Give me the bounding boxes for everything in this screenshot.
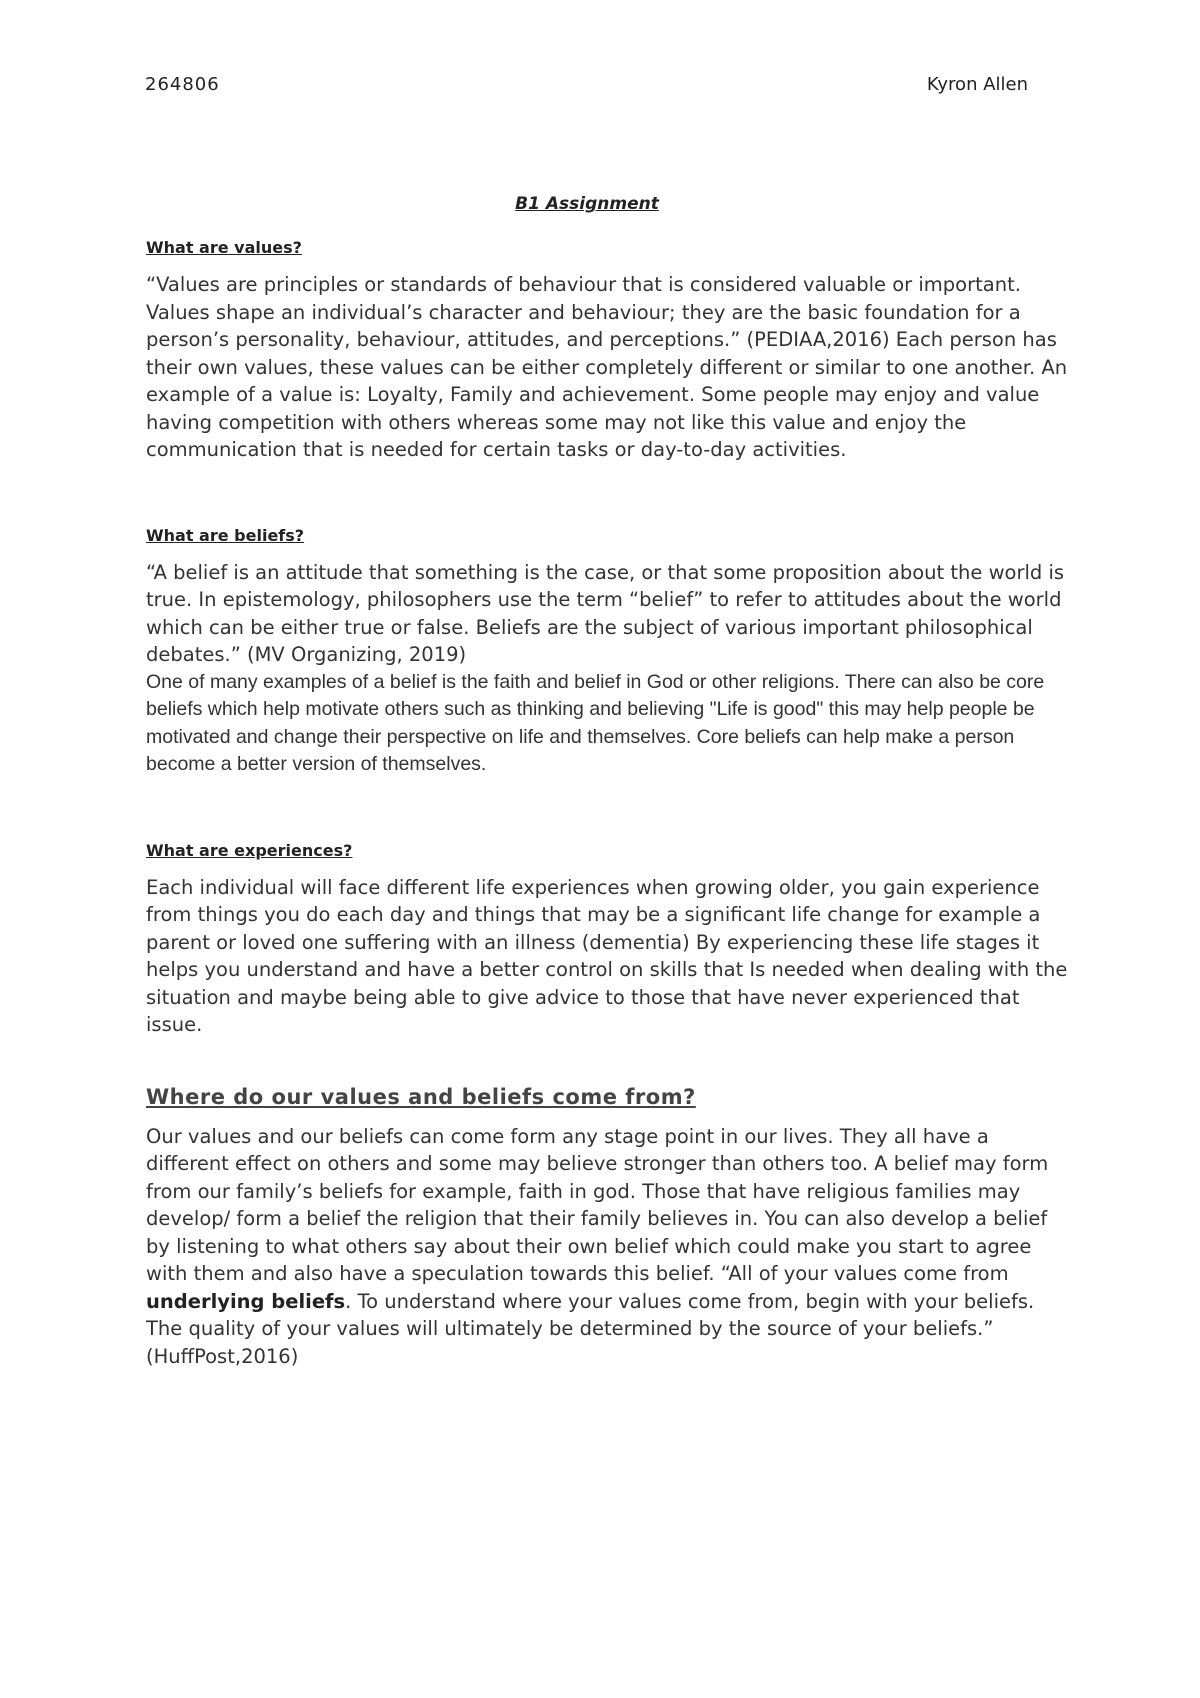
document-body [146, 238, 1076, 1370]
document-title: B1 Assignment [515, 194, 659, 214]
student-id: 264806 [145, 74, 220, 95]
section-values [146, 238, 1076, 464]
section-paragraph: “Values are principles or standards of behaviour that is considered valuable or important. Values shape an individual’s character and behaviour; they are the basic foundation for a person’s personality, behaviour, attitudes, and perceptions.” (PEDIAA,2016) Each person has their own values, these values can be either completely different or similar to one another. An example of a value is: Loyalty, Family and achievement. Some people may enjoy and value having competition with others whereas some may not like this value and enjoy the communication that is needed for certain tasks or day-to-day activities. [146, 273, 1068, 461]
section-origins [146, 1085, 1076, 1371]
section-heading: What are experiences? [146, 840, 353, 860]
section-heading: What are beliefs? [146, 525, 305, 545]
section-beliefs [146, 526, 1076, 779]
section-paragraph [146, 1123, 1076, 1371]
paragraph-text-part1: Our values and our beliefs can come form any stage point in our lives. They all have a different effect on others and some may believe stronger than others too. A belief may form from our family’s beliefs for example, faith in god. Those that have religious families may develop/ form a belief the religion that their family believes in. You can also develop a belief by listening to what others say about their own belief which could make you start to agree with them and also have a speculation towards this belief. “All of your values come from [146, 1124, 1049, 1285]
section-experiences [146, 841, 1076, 1039]
section-paragraph: “A belief is an attitude that something is the case, or that some proposition about the world is true. In epistemology, philosophers use the term “belief” to refer to attitudes about the world which can be either true or false. Beliefs are the subject of various important philosophical debates.” (MV Organizing, 2019) [146, 560, 1065, 666]
paragraph-text-part2: . To understand where your values come from, begin with your beliefs. The quality of your values will ultimately be determined by the source of your beliefs.” (HuffPost,2016) [146, 1289, 1035, 1368]
paragraph-bold-text: underlying beliefs [146, 1289, 346, 1313]
section-paragraph: Each individual will face different life experiences when growing older, you gain experience from things you do each day and things that may be a significant life change for example a parent or loved one suffering with an illness (dementia) By experiencing these life stages it helps you understand and have a better control on skills that Is needed when dealing with the situation and maybe being able to give advice to those that have never experienced that issue. [146, 875, 1068, 1036]
section-paragraph-continued: One of many examples of a belief is the faith and belief in God or other religions. There can also be core beliefs which help motivate others such as thinking and believing "Life is good" this may help people be motivated and change their perspective on life and themselves. Core beliefs can help make a person become a better version of themselves. [146, 670, 1045, 775]
section-heading-large: Where do our values and beliefs come from? [146, 1084, 696, 1109]
author-name: Kyron Allen [926, 74, 1028, 95]
section-heading: What are values? [146, 238, 302, 257]
